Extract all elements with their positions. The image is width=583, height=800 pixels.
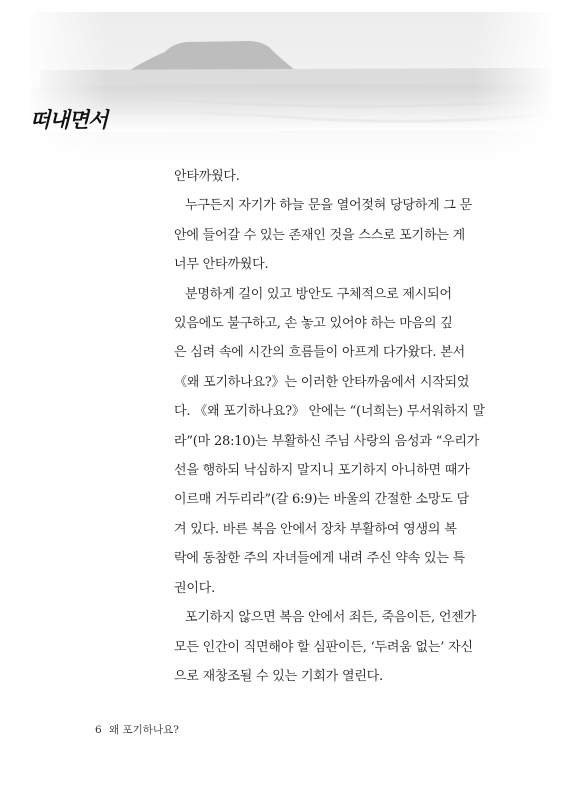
seascape-illustration (0, 0, 583, 165)
section-title: 떠내면서 (30, 108, 108, 132)
page-footer (95, 722, 179, 737)
header-banner (0, 0, 583, 165)
paragraph: 누구든지 자기가 하늘 문을 열어젖혀 당당하게 그 문 안에 들어갈 수 있는 존재인 것을 스스로 포기하는 게 너무 안타까웠다. (174, 198, 473, 273)
book-title: 왜 포기하나요? (109, 724, 179, 736)
main-text (174, 162, 500, 691)
page-number: 6 (95, 724, 102, 736)
paragraph: 포기하지 않으면 복음 안에서 죄든, 죽음이든, 언젠가 모든 인간이 직면해야 할 심판이든, ‘두려움 없는’ 자신 으로 재창조될 수 있는 기회가 열린다. (174, 610, 476, 684)
paragraph: 안타까웠다. (174, 169, 240, 184)
paragraph: 분명하게 길이 있고 방안도 구체적으로 제시되어 있음에도 불구하고, 손 놓고 있어야 하는 마음의 깊 은 심려 속에 시간의 흐름들이 아프게 다가왔다. 본서 《왜 포기하나요?》는 이러한 안타까움에서 시작되었 다. 《왜 포기하나요?》 안에는 “(너희는) 무서워하지 말 라”(마 28:10)는 부활하신 주님 사랑의 음성과 “우리가 선을 행하되 낙심하지 말지니 포기하지 아니하면 때가 이르매 거두리라”(갈 6:9)는 바울의 간절한 소망도 담 겨 있다. 바른 복음 안에서 장차 부활하여 영생의 복 락에 동참한 주의 자녀들에게 내려 주신 약속 있는 특 권이다. (174, 286, 485, 596)
